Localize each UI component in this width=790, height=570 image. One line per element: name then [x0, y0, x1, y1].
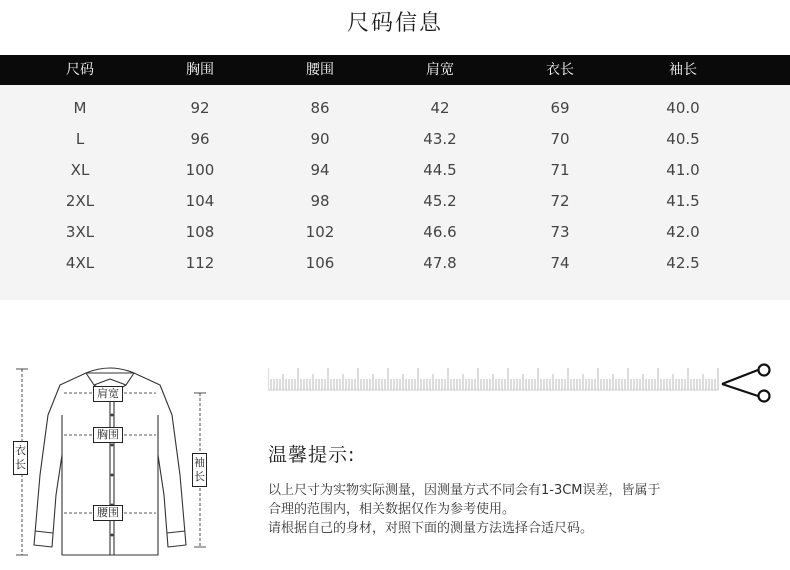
- cell-size: 2XL: [65, 192, 95, 210]
- waist-label: 腰围: [93, 505, 123, 521]
- cell-sleeve: 41.0: [666, 161, 700, 179]
- cell-chest: 108: [185, 223, 215, 241]
- cell-length: 72: [550, 192, 570, 210]
- chest-label: 胸围: [93, 427, 123, 443]
- header-length: 衣长: [546, 62, 574, 78]
- cell-shoulder: 43.2: [423, 130, 457, 148]
- tape-measure-decoration: [268, 360, 773, 412]
- cell-chest: 92: [190, 99, 210, 117]
- cell-size: 3XL: [65, 223, 95, 241]
- cell-size: 4XL: [65, 254, 95, 272]
- cell-length: 70: [550, 130, 570, 148]
- size-table-body: [0, 93, 790, 279]
- cell-waist: 94: [310, 161, 330, 179]
- cell-sleeve: 41.5: [666, 192, 700, 210]
- header-chest: 胸围: [186, 62, 214, 78]
- cell-shoulder: 46.6: [423, 223, 457, 241]
- tip-line-2: 合理的范围内，相关数据仅作为参考使用。: [268, 502, 516, 517]
- tip-line-3: 请根据自己的身材，对照下面的测量方法选择合适尺码。: [268, 521, 594, 536]
- header-waist: 腰围: [306, 62, 334, 78]
- cell-shoulder: 44.5: [423, 161, 457, 179]
- cell-chest: 96: [190, 130, 210, 148]
- cell-size: M: [73, 99, 87, 117]
- cell-waist: 98: [310, 192, 330, 210]
- cell-length: 69: [550, 99, 570, 117]
- tape-measure-icon: [268, 360, 773, 408]
- shirt-measurement-diagram: [0, 355, 240, 570]
- cell-size: XL: [70, 161, 90, 179]
- cell-chest: 112: [185, 254, 215, 272]
- tip-line-1: 以上尺寸为实物实际测量，因测量方式不同会有1-3CM误差，皆属于: [268, 483, 661, 498]
- cell-length: 71: [550, 161, 570, 179]
- cell-shoulder: 42: [430, 99, 450, 117]
- table-row: [0, 93, 790, 124]
- length-label: [13, 441, 28, 475]
- cell-shoulder: 47.8: [423, 254, 457, 272]
- cell-waist: 102: [305, 223, 335, 241]
- page-title: 尺码信息: [346, 11, 443, 36]
- cell-sleeve: 40.5: [666, 130, 700, 148]
- cell-shoulder: 45.2: [423, 192, 457, 210]
- tips-title: 温馨提示:: [268, 444, 356, 466]
- table-row: [0, 186, 790, 217]
- sleeve-label-char-2: 长: [194, 470, 205, 483]
- table-row: [0, 248, 790, 279]
- sleeve-length-label: [192, 453, 207, 487]
- shoulder-width-label: 肩宽: [93, 386, 123, 402]
- scissors-icon: [722, 365, 770, 402]
- cell-chest: 100: [185, 161, 215, 179]
- table-row: [0, 124, 790, 155]
- cell-chest: 104: [185, 192, 215, 210]
- cell-sleeve: 40.0: [666, 99, 700, 117]
- sleeve-label-char-1: 袖: [194, 456, 205, 469]
- table-row: [0, 217, 790, 248]
- length-label-char-1: 衣: [15, 444, 26, 457]
- table-row: [0, 155, 790, 186]
- cell-sleeve: 42.0: [666, 223, 700, 241]
- cell-size: L: [75, 130, 85, 148]
- cell-waist: 86: [310, 99, 330, 117]
- cell-sleeve: 42.5: [666, 254, 700, 272]
- header-shoulder: 肩宽: [426, 62, 454, 78]
- length-label-char-2: 长: [15, 458, 26, 471]
- cell-waist: 90: [310, 130, 330, 148]
- header-size: 尺码: [66, 62, 94, 78]
- header-sleeve: 袖长: [669, 62, 697, 78]
- cell-length: 74: [550, 254, 570, 272]
- size-table-header: [0, 55, 790, 85]
- cell-length: 73: [550, 223, 570, 241]
- cell-waist: 106: [305, 254, 335, 272]
